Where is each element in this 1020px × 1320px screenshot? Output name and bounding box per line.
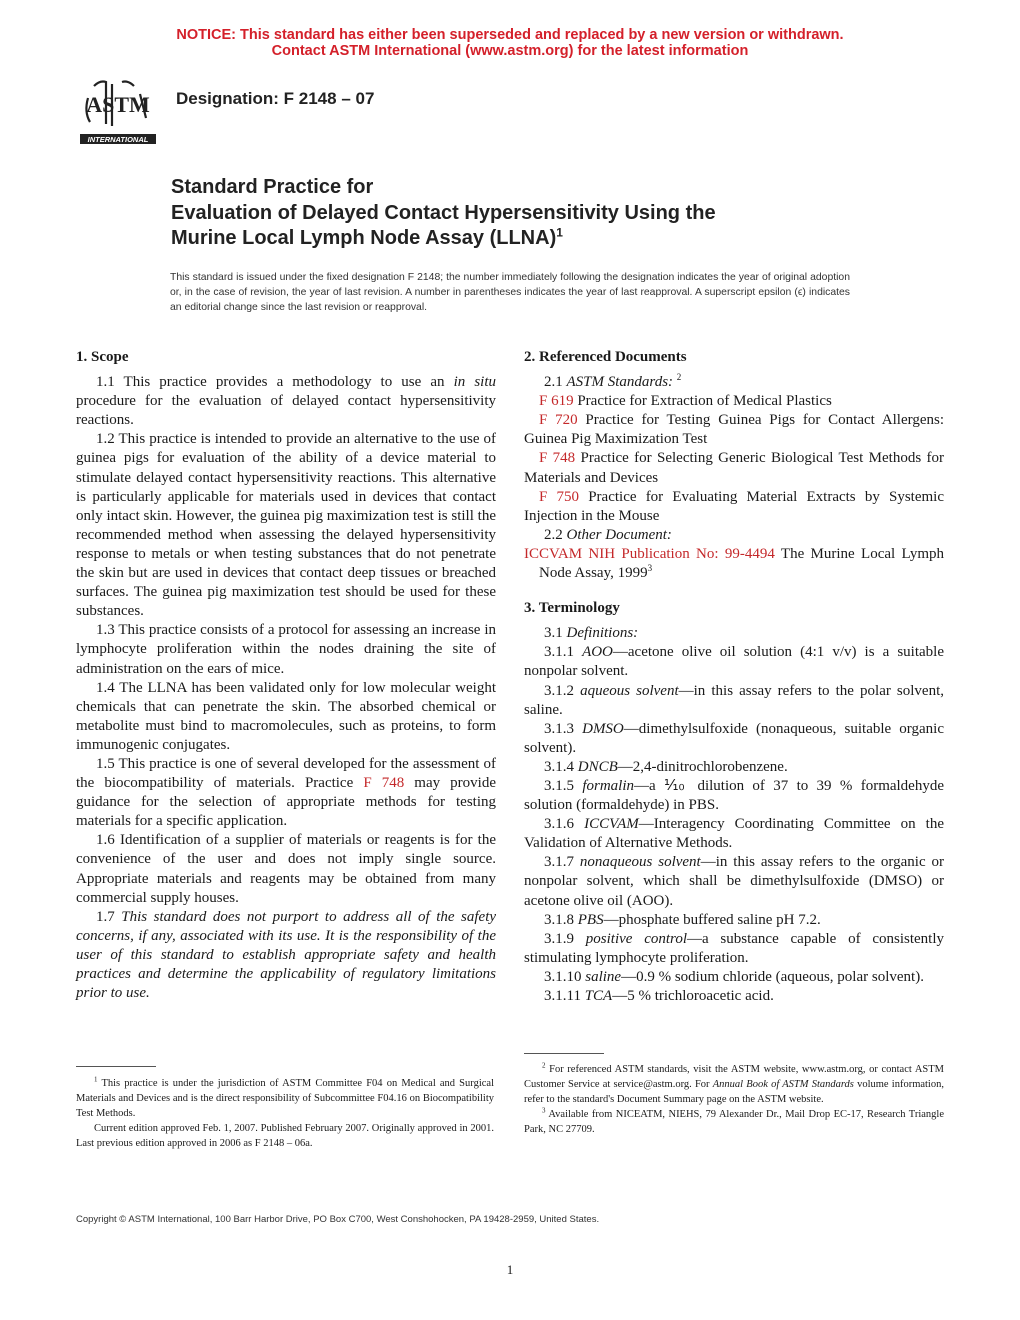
title-line-1: Standard Practice for <box>171 176 374 198</box>
scope-1-3: 1.3 This practice consists of a protocol for assessing an increase in lymphocyte proliferation within the nodes draining the site of administration on the ears of mice. <box>76 622 496 677</box>
link-f720[interactable]: F 720 <box>539 412 578 429</box>
footnote-1-edition: Current edition approved Feb. 1, 2007. Published February 2007. Originally approved in 2001. Last previous edition approved in 2006 as F 2148 – 06a. <box>76 1123 494 1149</box>
term-item: 3.1.8 PBS—phosphate buffered saline pH 7.2. <box>544 911 821 928</box>
term-item: 3.1.4 DNCB—2,4-dinitrochlorobenzene. <box>544 758 788 775</box>
astm-logo-icon <box>74 76 162 152</box>
term-item: 3.1.6 ICCVAM—Interagency Coordinating Committee on the Validation of Alternative Methods. <box>524 816 945 852</box>
ref-item: F 619 Practice for Extraction of Medical Plastics <box>539 393 832 410</box>
scope-1-6: 1.6 Identification of a supplier of materials or reagents is for the convenience of the user and does not imply single source. Appropriate materials and reagents may be obtained from many commercial supply houses. <box>76 832 496 906</box>
footnote-rule-left <box>76 1066 156 1067</box>
scope-1-1: 1.1 This practice provides a methodology to use an in situ procedure for the evaluation of delayed contact hypersensitivity reactions. <box>76 374 497 429</box>
footnotes-left <box>76 1076 494 1151</box>
refdocs-heading: 2. Referenced Documents <box>524 349 687 365</box>
link-f750[interactable]: F 750 <box>539 488 580 505</box>
copyright: Copyright © ASTM International, 100 Barr Harbor Drive, PO Box C700, West Conshohocken, PA 19428-2959, United States. <box>76 1214 600 1225</box>
right-column <box>524 348 944 1006</box>
terminology-3-1: 3.1 Definitions: <box>544 625 639 642</box>
footnotes-right <box>524 1062 944 1137</box>
left-column <box>76 348 496 1003</box>
issued-note: This standard is issued under the fixed designation F 2148; the number immediately following the designation indicates the year of original adoption or, in the case of revision, the year of last revision. A number in parentheses indicates the year of last reapproval. A superscript epsilon (ϵ) indicates an editorial change since the last revision or reapproval. <box>170 272 850 313</box>
ref-item: F 720 Practice for Testing Guinea Pigs for Contact Allergens: Guinea Pig Maximization Test <box>524 412 944 448</box>
scope-1-4: 1.4 The LLNA has been validated only for low molecular weight chemicals that can penetrate the skin. The absorbed chemical or metabolite must bind to macromolecules, such as proteins, to form immunogenic conjugates. <box>76 679 496 753</box>
designation: Designation: F 2148 – 07 <box>176 89 375 108</box>
term-item: 3.1.9 positive control—a substance capable of consistently stimulating lymphocyte proliferation. <box>524 930 944 966</box>
link-iccvam[interactable]: ICCVAM NIH Publication No: 99-4494 <box>524 545 775 562</box>
notice-line-2: Contact ASTM International (www.astm.org) for the latest information <box>271 43 749 59</box>
ref-item-iccvam: ICCVAM NIH Publication No: 99-4494 The Murine Local Lymph Node Assay, 1999$^3$ <box>524 545 945 582</box>
term-item: 3.1.10 saline—0.9 % sodium chloride (aqueous, polar solvent). <box>544 968 924 985</box>
footnote-1: $^1$ This practice is under the jurisdiction of ASTM Committee F04 on Medical and Surgical Materials and Devices and is the direct responsibility of Subcommittee F04.16 on Biocompatibility Test Methods. <box>76 1075 494 1119</box>
astm-logo <box>74 76 162 152</box>
terminology-heading: 3. Terminology <box>524 600 620 617</box>
refdocs-2-2: 2.2 Other Document: <box>544 526 672 543</box>
logo-letters: ASTM <box>86 92 150 117</box>
title-footnote-mark: 1 <box>556 225 563 240</box>
term-item: 3.1.1 AOO—acetone olive oil solution (4:1 v/v) is a suitable nonpolar solvent. <box>524 644 944 680</box>
refdocs-2-1: 2.1 ASTM Standards: $^2$ <box>544 372 682 391</box>
link-f619[interactable]: F 619 <box>539 393 574 410</box>
scope-1-7: 1.7 This standard does not purport to address all of the safety concerns, if any, associated with its use. It is the responsibility of the user of this standard to establish appropriate safety and health practices and determine the applicability of regulatory limitations prior to use. <box>76 908 497 1002</box>
ref-item: F 748 Practice for Selecting Generic Biological Test Methods for Materials and Devices <box>524 450 944 486</box>
footnote-rule-right <box>524 1053 604 1054</box>
scope-1-5: 1.5 This practice is one of several developed for the assessment of the biocompatibility of materials. Practice F 748 may provide guidance for the selection of appropriate methods for testing materials for a specific application. <box>76 755 496 830</box>
title-line-3: Murine Local Lymph Node Assay (LLNA) <box>171 227 557 249</box>
footnote-2: $^2$ For referenced ASTM standards, visit the ASTM website, www.astm.org, or contact ASTM Customer Service at service@astm.org. For Annual Book of ASTM Standards volume information, refer to the standard's Document Summary page on the ASTM website. <box>524 1061 944 1105</box>
document-title <box>171 175 891 252</box>
notice-line-1: NOTICE: This standard has either been superseded and replaced by a new version or withdrawn. <box>176 27 844 43</box>
scope-heading: 1. Scope <box>76 349 129 365</box>
term-item: 3.1.3 DMSO—dimethylsulfoxide (nonaqueous, suitable organic solvent). <box>524 720 944 756</box>
scope-1-2: 1.2 This practice is intended to provide an alternative to the use of guinea pigs for evaluation of the ability of a device material to stimulate delayed contact hypersensitivity reactions. This alternative is particularly applicable for materials used in devices that contact only intact skin. However, the guinea pig maximization test is still the recommended method when assessing the delayed hypersensitivity response to metals or when testing substances that do not penetrate the skin but are used in devices that contact deep tissues or breached surfaces. The guinea pig maximization test should be used for these substances. <box>76 431 496 620</box>
page-number: 1 <box>506 1262 514 1277</box>
term-item: 3.1.11 TCA—5 % trichloroacetic acid. <box>544 988 774 1004</box>
ref-item: F 750 Practice for Evaluating Material Extracts by Systemic Injection in the Mouse <box>524 488 945 524</box>
term-item: 3.1.7 nonaqueous solvent—in this assay refers to the organic or nonpolar solvent, which shall be dimethylsulfoxide (DMSO) or acetone olive oil (AOO). <box>524 854 944 909</box>
logo-subtitle: INTERNATIONAL <box>87 135 149 144</box>
link-f748-scope[interactable]: F 748 <box>363 775 405 792</box>
link-f748[interactable]: F 748 <box>539 450 576 467</box>
term-item: 3.1.2 aqueous solvent—in this assay refers to the polar solvent, saline. <box>524 682 945 718</box>
term-item: 3.1.5 formalin—a ⅒ dilution of 37 to 39 % formaldehyde solution (formaldehyde) in PBS. <box>524 777 944 814</box>
footnote-3: $^3$ Available from NICEATM, NIEHS, 79 Alexander Dr., Mail Drop EC-17, Research Triangle Park, NC 27709. <box>524 1106 944 1135</box>
title-line-2: Evaluation of Delayed Contact Hypersensitivity Using the <box>171 201 716 224</box>
